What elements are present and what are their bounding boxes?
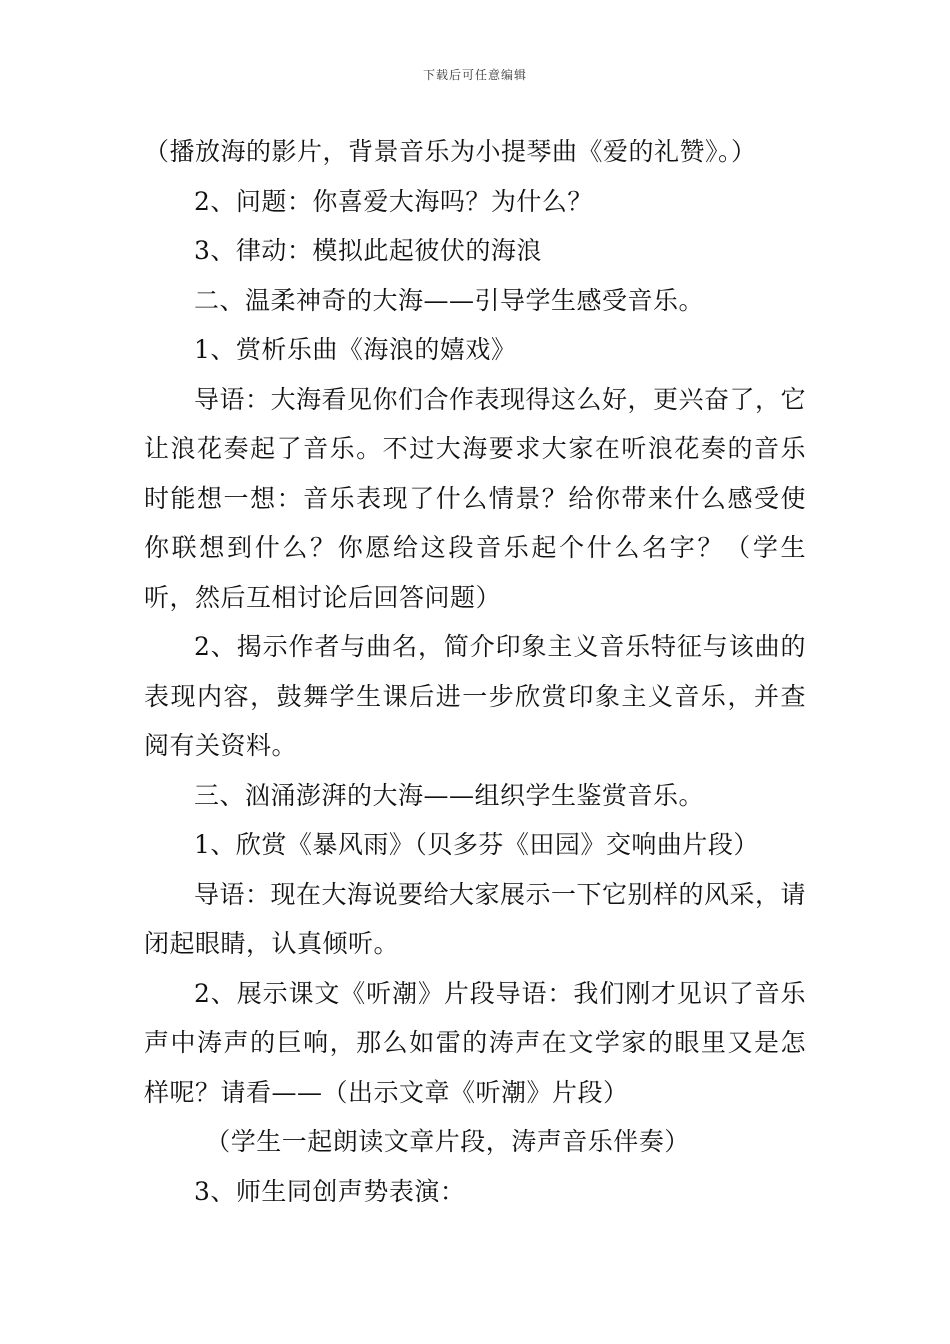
- paragraph-question: 2、问题：你喜爱大海吗？为什么？: [194, 186, 593, 216]
- paragraph-video-note: （播放海的影片，背景音乐为小提琴曲《爱的礼赞》。）: [144, 137, 757, 166]
- paragraph-reveal-composer: 2、揭示作者与曲名，简介印象主义音乐特征与该曲的表现内容，鼓舞学生课后进一步欣赏印象主义音乐，并查阅有关资料。: [144, 632, 806, 760]
- paragraph-intro-storm: 导语：现在大海说要给大家展示一下它别样的风采，请闭起眼睛，认真倾听。: [144, 879, 807, 958]
- paragraph-storm: 1、欣赏《暴风雨》（贝多芬《田园》交响曲片段）: [194, 830, 759, 859]
- document-body: [144, 127, 806, 1216]
- section-heading-gentle-sea: 二、温柔神奇的大海——引导学生感受音乐。: [194, 285, 705, 315]
- section-heading-stormy-sea: 三、汹涌澎湃的大海——组织学生鉴赏音乐。: [194, 780, 705, 810]
- page-header: 下载后可任意编辑: [422, 68, 527, 82]
- paragraph-performance: 3、师生同创声势表演：: [194, 1176, 466, 1206]
- paragraph-appreciate-music: 1、赏析乐曲《海浪的嬉戏》: [194, 335, 517, 364]
- paragraph-intro-waves: 导语：大海看见你们合作表现得这么好，更兴奋了，它让浪花奏起了音乐。不过大海要求大家在听浪花奏的音乐时能想一想：音乐表现了什么情景？给你带来什么感受使你联想到什么？你愿给这段音乐起个什么名字？（学生听，然后互相讨论后回答问题）: [144, 384, 807, 612]
- paragraph-rhythm: 3、律动：模拟此起彼伏的海浪: [194, 236, 542, 265]
- paragraph-listen-tide: 2、展示课文《听潮》片段导语：我们刚才见识了音乐声中涛声的巨响，那么如雷的涛声在文学家的眼里又是怎样呢？请看——（出示文章《听潮》片段）: [144, 978, 806, 1107]
- paragraph-reading: （学生一起朗读文章片段，涛声音乐伴奏）: [205, 1127, 690, 1156]
